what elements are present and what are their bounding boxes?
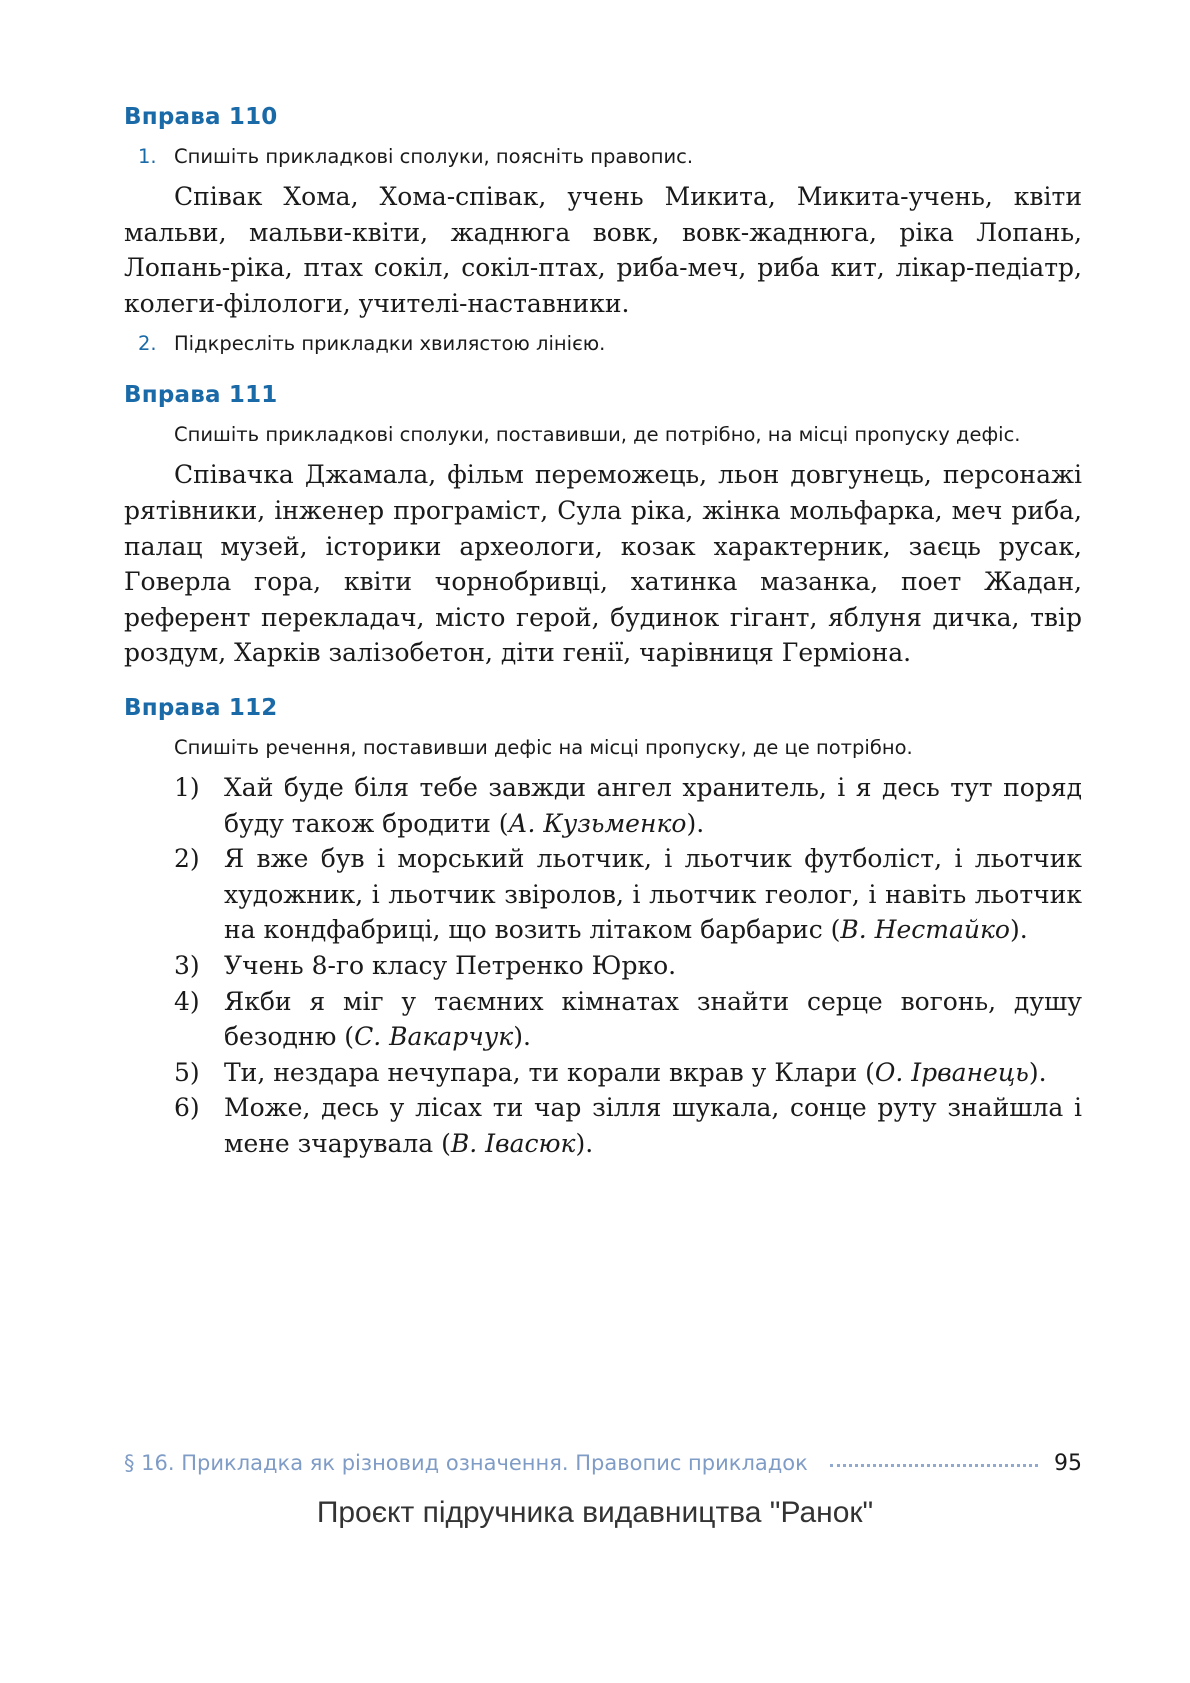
exercise-112-task: Спишіть речення, поставивши дефіс на місці пропуску, де це потрібно. [174, 735, 913, 759]
item-text: Я вже був і морський льотчик, і льотчик футболіст, і льотчик художник, і льотчик звіролов, і льотчик геолог, і навіть льотчик на кондфабриці, що возить літаком барбарис (В. Нестайко). [224, 844, 1082, 945]
exercise-110-task-2 [124, 329, 1082, 358]
author-name: В. Івасюк [450, 1128, 576, 1158]
list-item [124, 841, 1082, 948]
author-name: О. Ірванець [874, 1057, 1029, 1087]
exercise-112-sentences [124, 770, 1082, 1162]
exercise-111-task: Спишіть прикладкові сполуки, поставивши, де потрібно, на місці пропуску дефіс. [174, 423, 1021, 447]
section-title: § 16. Прикладка як різновид означення. Правопис прикладок [124, 1451, 808, 1475]
item-text: Хай буде біля тебе завжди ангел хранитель, і я десь тут поряд буду також бродити (А. Кузьменко). [224, 772, 1082, 838]
author-name: В. Нестайко [840, 915, 1010, 945]
item-number: 2) [174, 844, 200, 874]
page-number: 95 [1054, 1450, 1082, 1476]
exercise-110-text: Співак Хома, Хома-співак, учень Микита, Микита-учень, квіти мальви, мальви-квіти, жаднюга вовк, вовк-жаднюга, ріка Лопань, Лопань-ріка, птах сокіл, сокіл-птах, риба-меч, риба кит, лікар-педіатр, колеги-філологи, учителі-наставники. [124, 182, 1082, 318]
author-name: А. Кузьменко [508, 808, 687, 838]
list-item [124, 1055, 1082, 1091]
item-number: 3) [174, 950, 200, 980]
task-text: Підкресліть прикладки хвилястою лінією. [174, 332, 606, 356]
list-item [124, 770, 1082, 841]
dotted-leader [830, 1464, 1038, 1467]
task-number: 1. [138, 145, 157, 168]
exercise-111-text: Співачка Джамала, фільм переможець, льон довгунець, персонажі рятівники, інженер програміст, Сула ріка, жінка мольфарка, меч риба, палац музей, історики археологи, козак характерник, заєць русак, Говерла гора, квіти чорнобривці, хатинка мазанка, поет Жадан, референт перекладач, місто герой, будинок гігант, яблуня дичка, твір роздум, Харків залізобетон, діти генії, чарівниця Герміона. [124, 460, 1082, 668]
item-text: Учень 8-го класу Петренко Юрко. [224, 950, 677, 980]
list-item [124, 984, 1082, 1055]
page-footer [124, 1446, 1082, 1480]
item-number: 4) [174, 986, 200, 1016]
item-text: Якби я міг у таємних кімнатах знайти серце вогонь, душу безодню (С. Вакарчук). [224, 986, 1082, 1052]
item-number: 5) [174, 1057, 200, 1087]
item-number: 6) [174, 1093, 200, 1123]
exercise-110-task-1 [124, 142, 1082, 171]
exercise-112-heading: Вправа 112 [124, 694, 278, 721]
task-text: Спишіть прикладкові сполуки, поясніть правопис. [174, 145, 694, 168]
list-item [124, 1090, 1082, 1161]
item-text: Ти, нездара нечупара, ти корали вкрав у Клари (О. Ірванець). [224, 1057, 1047, 1087]
item-number: 1) [174, 772, 200, 802]
list-item [124, 948, 1082, 984]
item-text: Може, десь у лісах ти чар зілля шукала, сонце руту знайшла і мене зчарувала (В. Івасюк). [224, 1093, 1082, 1158]
publisher-watermark: Проєкт підручника видавництва "Ранок" [316, 1496, 874, 1529]
page-content [124, 100, 1082, 1161]
task-number: 2. [138, 332, 157, 356]
exercise-111-heading: Вправа 111 [124, 382, 278, 409]
author-name: С. Вакарчук [354, 1022, 514, 1052]
exercise-110-heading: Вправа 110 [124, 104, 278, 130]
